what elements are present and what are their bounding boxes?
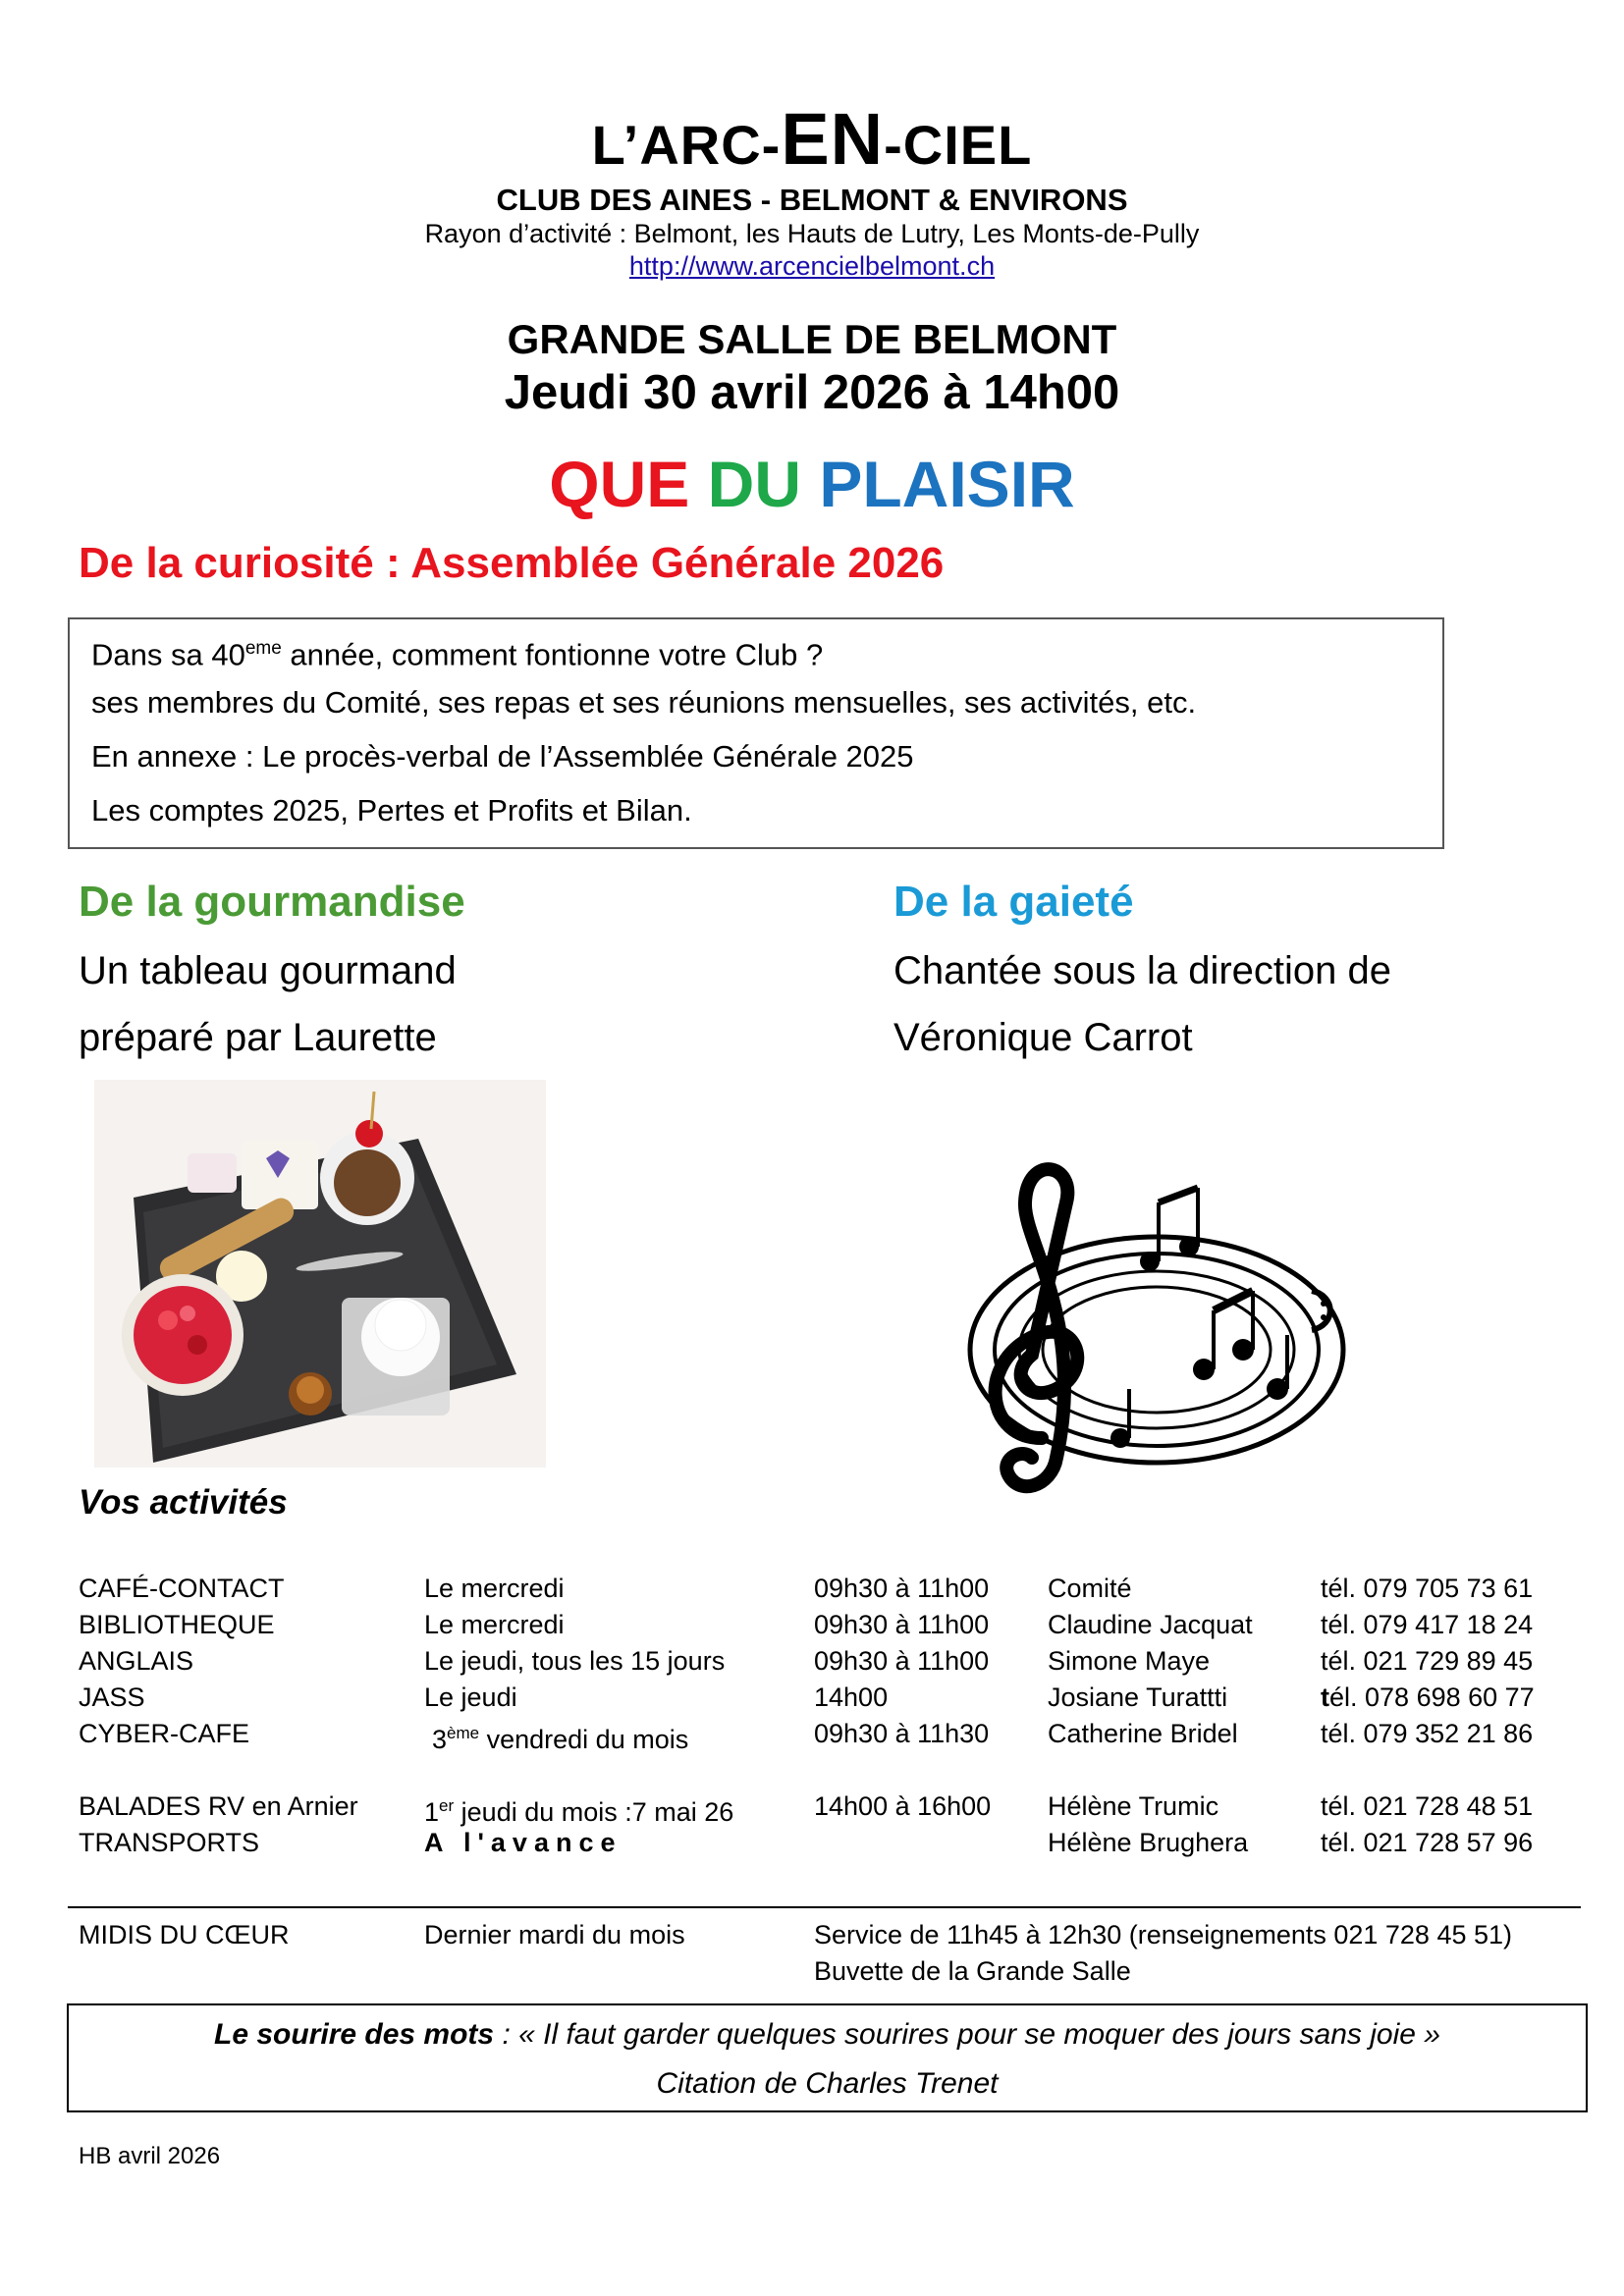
activity-day: A l'avance <box>424 1828 623 1857</box>
activity-time: 14h00 à 16h00 <box>814 1791 992 1821</box>
club-subtitle: CLUB DES AINES - BELMONT & ENVIRONS <box>496 183 1128 217</box>
activity-contact: Hélène Trumic <box>1048 1791 1219 1821</box>
activity-contact: Hélène Brughera <box>1048 1828 1249 1857</box>
activity-contact: Simone Maye <box>1048 1646 1211 1676</box>
agenda-line-2: ses membres du Comité, ses repas et ses réunions mensuelles, ses activités, etc. <box>91 685 1197 720</box>
gourmandise-title: De la gourmandise <box>79 878 465 926</box>
activity-day: Le mercredi <box>424 1574 565 1603</box>
activity-day: Le mercredi <box>424 1610 565 1639</box>
gaiete-line-2: Véronique Carrot <box>893 1016 1193 1059</box>
activity-phone: tél. 078 698 60 77 <box>1321 1682 1535 1712</box>
gaiete-line-1: Chantée sous la direction de <box>893 949 1391 992</box>
activity-contact: Claudine Jacquat <box>1048 1610 1253 1639</box>
activity-name: BALADES RV en Arnier <box>79 1791 358 1821</box>
club-website <box>0 250 1624 282</box>
activity-phone: tél. 079 417 18 24 <box>1321 1610 1534 1639</box>
activity-time: 09h30 à 11h30 <box>814 1719 990 1748</box>
activity-name: MIDIS DU CŒUR <box>79 1920 290 1949</box>
quote-box <box>67 2003 1588 2112</box>
club-area: Rayon d’activité : Belmont, les Hauts de Lutry, Les Monts-de-Pully <box>424 219 1200 248</box>
activity-phone: tél. 021 728 57 96 <box>1321 1828 1534 1857</box>
agenda-line-3: En annexe : Le procès-verbal de l’Assemblée Générale 2025 <box>91 739 914 774</box>
music-notes-image <box>948 1144 1365 1512</box>
activity-name: CAFÉ-CONTACT <box>79 1574 285 1603</box>
activities-table <box>79 1573 1591 1887</box>
quote-author: Citation de Charles Trenet <box>656 2067 999 2100</box>
activity-time: 14h00 <box>814 1682 889 1712</box>
activity-contact: Catherine Bridel <box>1048 1719 1238 1748</box>
club-name: L’ARC-EN-CIEL <box>591 98 1033 180</box>
activity-info: Service de 11h45 à 12h30 (renseignements 021 728 45 51) <box>814 1920 1513 1949</box>
event-venue: GRANDE SALLE DE BELMONT <box>507 316 1117 362</box>
activity-day: Le jeudi <box>424 1682 517 1712</box>
divider <box>68 1906 1581 1908</box>
activity-phone: tél. 079 705 73 61 <box>1321 1574 1534 1603</box>
dessert-platter-image <box>94 1080 546 1468</box>
club-name-en: EN <box>781 98 885 180</box>
activity-day: Le jeudi, tous les 15 jours <box>424 1646 726 1676</box>
activity-day: Dernier mardi du mois <box>424 1920 685 1949</box>
activity-name: BIBLIOTHEQUE <box>79 1610 275 1639</box>
activity-day: 3ème vendredi du mois <box>432 1724 689 1754</box>
activity-name: CYBER-CAFE <box>79 1719 250 1748</box>
website-link[interactable]: http://www.arcencielbelmont.ch <box>628 251 996 281</box>
activity-phone: tél. 079 352 21 86 <box>1321 1719 1534 1748</box>
activity-phone: tél. 021 729 89 45 <box>1321 1646 1534 1676</box>
activity-info-2: Buvette de la Grande Salle <box>814 1956 1131 1986</box>
agenda-line-4: Les comptes 2025, Pertes et Profits et Bilan. <box>91 793 692 828</box>
gourmandise-line-1: Un tableau gourmand <box>79 949 457 992</box>
activities-title: Vos activités <box>79 1483 288 1522</box>
activity-name: TRANSPORTS <box>79 1828 260 1857</box>
activity-contact: Comité <box>1048 1574 1132 1603</box>
agenda-line-1: Dans sa 40eme année, comment fontionne votre Club ? <box>91 637 824 672</box>
gaiete-title: De la gaieté <box>893 878 1134 926</box>
footer-note: HB avril 2026 <box>79 2143 221 2169</box>
activity-time: 09h30 à 11h00 <box>814 1646 990 1676</box>
activity-phone: tél. 021 728 48 51 <box>1321 1791 1534 1821</box>
gourmandise-line-2: préparé par Laurette <box>79 1016 437 1059</box>
curiosity-title: De la curiosité : Assemblée Générale 2026 <box>79 539 945 587</box>
activity-time: 09h30 à 11h00 <box>814 1574 990 1603</box>
event-date: Jeudi 30 avril 2026 à 14h00 <box>504 366 1120 419</box>
activity-name: ANGLAIS <box>79 1646 194 1676</box>
agenda-box <box>68 617 1444 849</box>
event-headline: QUE DU PLAISIR <box>549 448 1075 520</box>
activity-name: JASS <box>79 1682 145 1712</box>
quote-text: Le sourire des mots : « Il faut garder quelques sourires pour se moquer des jours sans joie » <box>214 2018 1440 2051</box>
activity-contact: Josiane Turattti <box>1048 1682 1228 1712</box>
activity-time: 09h30 à 11h00 <box>814 1610 990 1639</box>
activity-day: 1er jeudi du mois :7 mai 26 <box>424 1796 734 1827</box>
midis-row <box>79 1919 1591 1992</box>
